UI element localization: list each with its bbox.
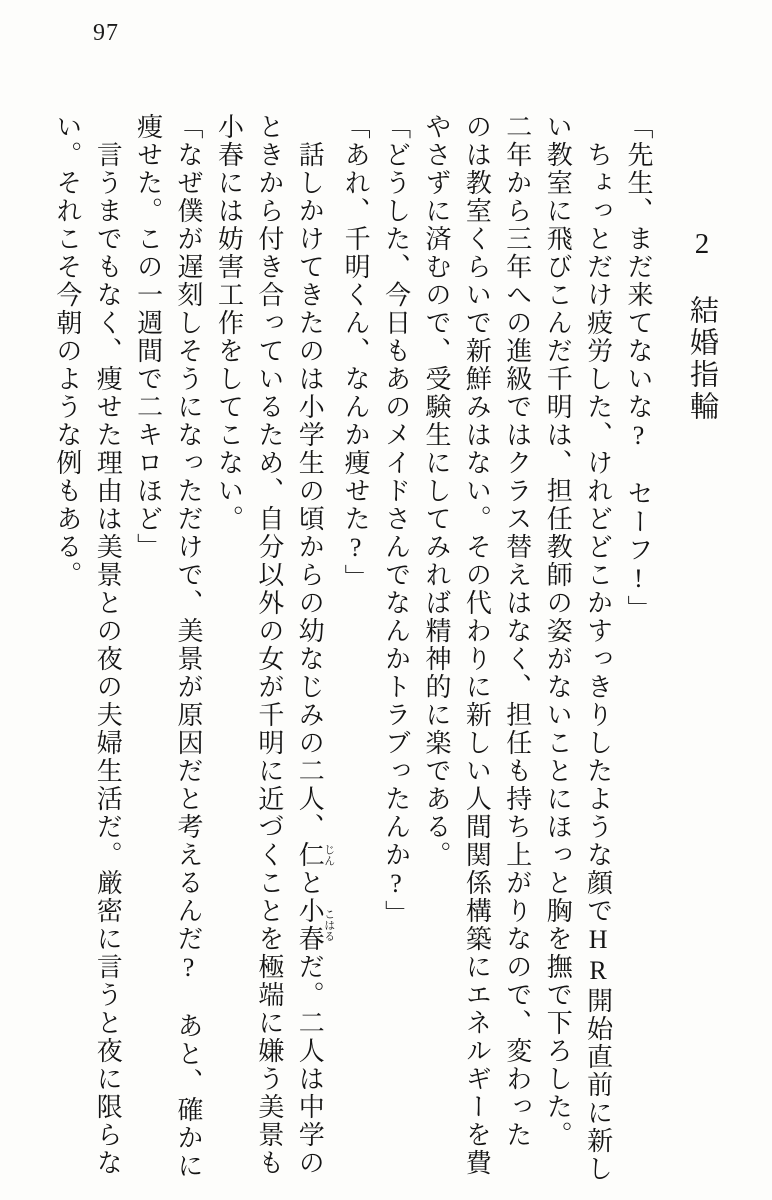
ruby-base: 小春 [295, 897, 325, 953]
ruby-koharu [295, 897, 335, 953]
text-column: ちょっとだけ疲労した、けれどどこかすっきりしたような顔でHR開始直前に新し [583, 141, 613, 1183]
text-column-with-furigana [289, 113, 335, 1197]
text-column: い教室に飛びこんだ千明は、担任教師の姿がないことにほっと胸を撫で下ろした。 [543, 113, 573, 1149]
furigana: じん [322, 841, 335, 869]
text-body [50, 113, 658, 1197]
text-segment: と [295, 869, 325, 897]
text-segment: 話しかけてきたのは小学生の頃からの幼なじみの二人、 [295, 141, 325, 841]
text-column: やさずに済むので、受験生にしてみれば精神的に楽である。 [421, 113, 451, 869]
text-column: 「あれ、千明くん、なんか痩せた?」 [341, 113, 371, 592]
page-number: 97 [93, 20, 119, 46]
text-column: 二年から三年への進級ではクラス替えはなく、担任も持ち上がりなので、変わった [502, 113, 532, 1149]
ruby-base: 仁 [295, 841, 325, 869]
furigana: こはる [322, 897, 335, 953]
chapter-title: 2 結婚指輪 [686, 228, 718, 423]
text-column: 小春には妨害工作をしてこない。 [214, 113, 244, 533]
text-column: 「どうした、今日もあのメイドさんでなんかトラブったんか?」 [381, 113, 411, 928]
text-column: い。それこそ今朝のような例もある。 [52, 113, 82, 589]
text-column: のは教室くらいで新鮮みはない。その代わりに新しい人間関係構築にエネルギーを費 [462, 113, 492, 1177]
text-column: 言うまでもなく、痩せた理由は美景との夜の夫婦生活だ。厳密に言うと夜に限らな [93, 141, 123, 1177]
text-column: 「先生、まだ来てないな? セーフ!」 [624, 113, 653, 623]
text-segment: だ。二人は中学の [295, 953, 325, 1177]
text-column: 痩せた。この一週間で二キロほど」 [133, 113, 163, 561]
text-column: 「なぜ僕が遅刻しそうになっただけで、美景が原因だと考えるんだ? あと、確かに [174, 113, 204, 1180]
ruby-jin [295, 841, 335, 869]
text-column: ときから付き合っているため、自分以外の女が千明に近づくことを極端に嫌う美景も [254, 113, 284, 1177]
